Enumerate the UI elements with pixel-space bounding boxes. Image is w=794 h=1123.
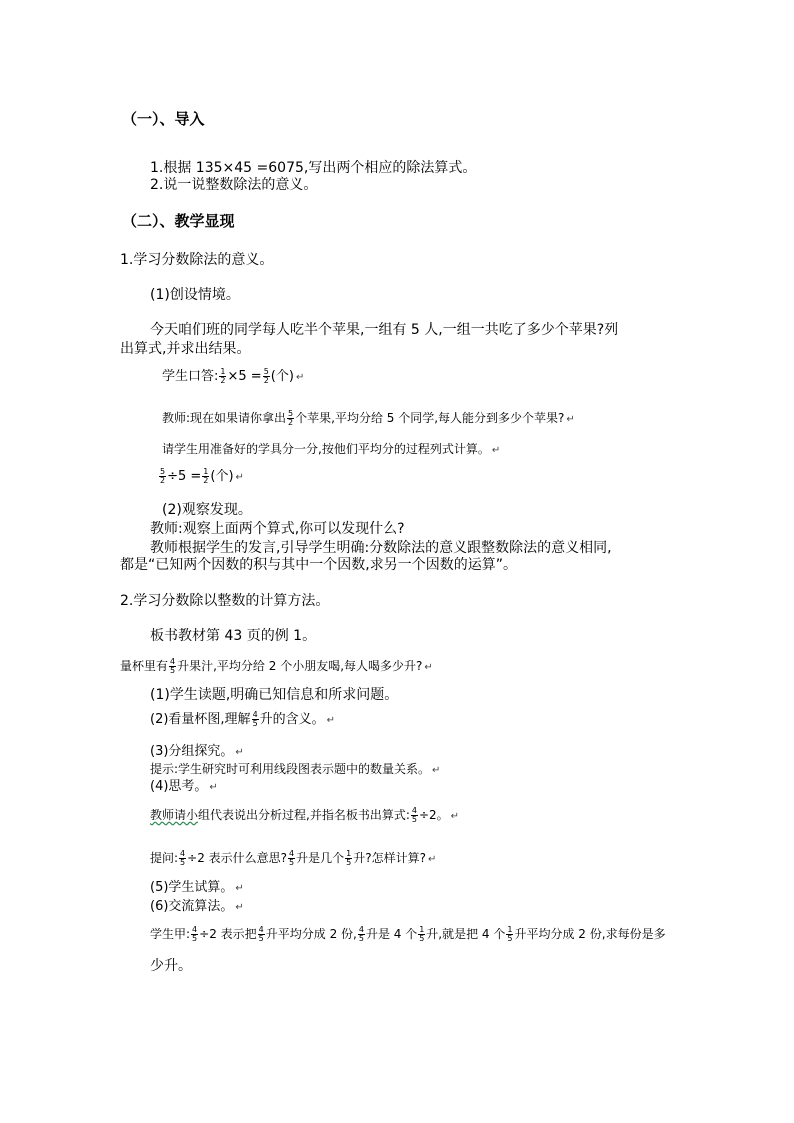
- fraction-one-half: $\frac{1}{2}$: [220, 367, 226, 385]
- ask-part-c: 升?怎样计算?: [353, 851, 426, 865]
- hint: [150, 762, 440, 777]
- return-mark-icon: ↵: [235, 747, 244, 758]
- observe-line-3: 都是“已知两个因数的积与其中一个因数,求另一个因数的运算”。: [120, 557, 517, 573]
- item-2: [150, 711, 335, 728]
- fraction-five-halves: $\frac{5}{2}$: [288, 409, 294, 427]
- return-mark-icon: ↵: [235, 902, 244, 913]
- fraction-four-fifths: $\frac{4}{5}$: [411, 806, 417, 824]
- return-mark-icon: ↵: [209, 782, 218, 793]
- fraction-one-fifth: $\frac{1}{5}$: [419, 925, 425, 943]
- fraction-four-fifths: $\frac{4}{5}$: [252, 710, 258, 728]
- item-2-pre: (2)看量杯图,理解: [150, 712, 251, 727]
- fraction-four-fifths: $\frac{4}{5}$: [192, 925, 198, 943]
- example-question-pre: 量杯里有: [120, 659, 169, 673]
- please-divide-text: 请学生用准备好的学具分一分,按他们平均分的过程列式计算。: [162, 442, 490, 456]
- answer-prefix: 学生口答:: [162, 369, 219, 384]
- return-mark-icon: ↵: [432, 765, 441, 776]
- fraction-four-fifths: $\frac{4}{5}$: [258, 925, 264, 943]
- teacher-group-underlined: 教师请小: [150, 808, 199, 822]
- item-5: [150, 880, 244, 896]
- item-3: [150, 744, 244, 760]
- item-6-text: (6)交流算法。: [150, 899, 234, 914]
- teacher-group: [150, 807, 459, 824]
- answer-mid: ×5 =: [227, 369, 262, 384]
- step-2-label: (2)观察发现。: [162, 502, 252, 518]
- division-equation: [158, 468, 244, 485]
- item-4-text: (4)思考。: [150, 779, 208, 794]
- return-mark-icon: ↵: [427, 854, 437, 865]
- student-a-part-c: 升是 4 个: [365, 927, 418, 941]
- ask-part-b: 升是几个: [296, 851, 345, 865]
- return-mark-icon: ↵: [424, 662, 433, 673]
- item-4: [150, 779, 218, 795]
- example-question: [120, 658, 433, 675]
- example-question-post: 升果汁,平均分给 2 个小朋友喝,每人喝多少升?: [177, 659, 423, 673]
- teacher-group-end: ÷2。: [418, 808, 449, 822]
- fraction-four-fifths: $\frac{4}{5}$: [180, 849, 186, 867]
- equation-unit: (个): [210, 469, 234, 484]
- ask-part-a: ÷2 表示什么意思?: [187, 851, 288, 865]
- item-2-post: 升的含义。: [259, 712, 325, 727]
- fraction-one-fifth: $\frac{1}{5}$: [346, 849, 352, 867]
- equation-mid: ÷5 =: [167, 469, 202, 484]
- item-5-text: (5)学生试算。: [150, 880, 234, 895]
- student-a-last: 少升。: [150, 958, 192, 974]
- item-1: (1)学生读题,明确已知信息和所求问题。: [150, 687, 399, 703]
- student-a-part-e: 升平均分成 2 份,求每份是多: [514, 927, 666, 941]
- ask-question: [150, 850, 436, 867]
- student-a-part-a: ÷2 表示把: [199, 927, 257, 941]
- student-a-part-d: 升,就是把 4 个: [426, 927, 506, 941]
- intro-line-1: 1.根据 135×45 =6075,写出两个相应的除法算式。: [150, 160, 477, 176]
- fraction-one-half: $\frac{1}{2}$: [203, 467, 209, 485]
- section-1-title: 1.学习分数除法的意义。: [120, 252, 274, 268]
- item-6: [150, 899, 244, 915]
- fraction-four-fifths: $\frac{4}{5}$: [289, 849, 295, 867]
- return-mark-icon: ↵: [450, 811, 460, 822]
- teacher-question: [162, 410, 575, 427]
- return-mark-icon: ↵: [326, 715, 336, 726]
- student-a-pre: 学生甲:: [150, 927, 191, 941]
- answer-unit: (个): [270, 369, 294, 384]
- return-mark-icon: ↵: [235, 883, 244, 894]
- observe-line-1: 教师:观察上面两个算式,你可以发现什么?: [150, 521, 405, 537]
- teacher-question-post: 个苹果,平均分给 5 个同学,每人能分到多少个苹果?: [295, 411, 565, 425]
- please-divide: [162, 442, 500, 457]
- return-mark-icon: ↵: [491, 445, 501, 456]
- board-example: 板书教材第 43 页的例 1。: [150, 628, 317, 644]
- intro-line-2: 2.说一说整数除法的意义。: [150, 177, 318, 193]
- heading-teaching: （二）、教学显现: [122, 212, 235, 230]
- student-a-part-b: 升平均分成 2 份,: [265, 927, 357, 941]
- student-a: [150, 926, 666, 943]
- story-line-1: 今天咱们班的同学每人吃半个苹果,一组有 5 人,一组一共吃了多少个苹果?列: [150, 322, 619, 338]
- observe-line-2: 教师根据学生的发言,引导学生明确:分数除法的意义跟整数除法的意义相同,: [150, 540, 612, 556]
- story-line-2: 出算式,并求出结果。: [120, 341, 251, 357]
- teacher-group-rest: 组代表说出分析过程,并指名板书出算式:: [198, 808, 410, 822]
- item-3-text: (3)分组探究。: [150, 744, 234, 759]
- return-mark-icon: ↵: [566, 414, 575, 425]
- return-mark-icon: ↵: [235, 472, 244, 483]
- student-answer: [162, 368, 304, 385]
- hint-text: 提示:学生研究时可利用线段图表示题中的数量关系。: [150, 762, 431, 776]
- return-mark-icon: ↵: [295, 372, 305, 383]
- fraction-four-fifths: $\frac{4}{5}$: [358, 925, 364, 943]
- fraction-five-halves: $\frac{5}{2}$: [160, 467, 166, 485]
- step-1-label: (1)创设情境。: [150, 287, 240, 303]
- teacher-question-pre: 教师:现在如果请你拿出: [162, 411, 287, 425]
- fraction-five-halves: $\frac{5}{2}$: [263, 367, 269, 385]
- fraction-four-fifths: $\frac{4}{5}$: [170, 657, 176, 675]
- heading-intro: （一）、导入: [122, 110, 205, 128]
- fraction-one-fifth: $\frac{1}{5}$: [507, 925, 513, 943]
- section-2-title: 2.学习分数除以整数的计算方法。: [120, 593, 330, 609]
- ask-pre: 提问:: [150, 851, 179, 865]
